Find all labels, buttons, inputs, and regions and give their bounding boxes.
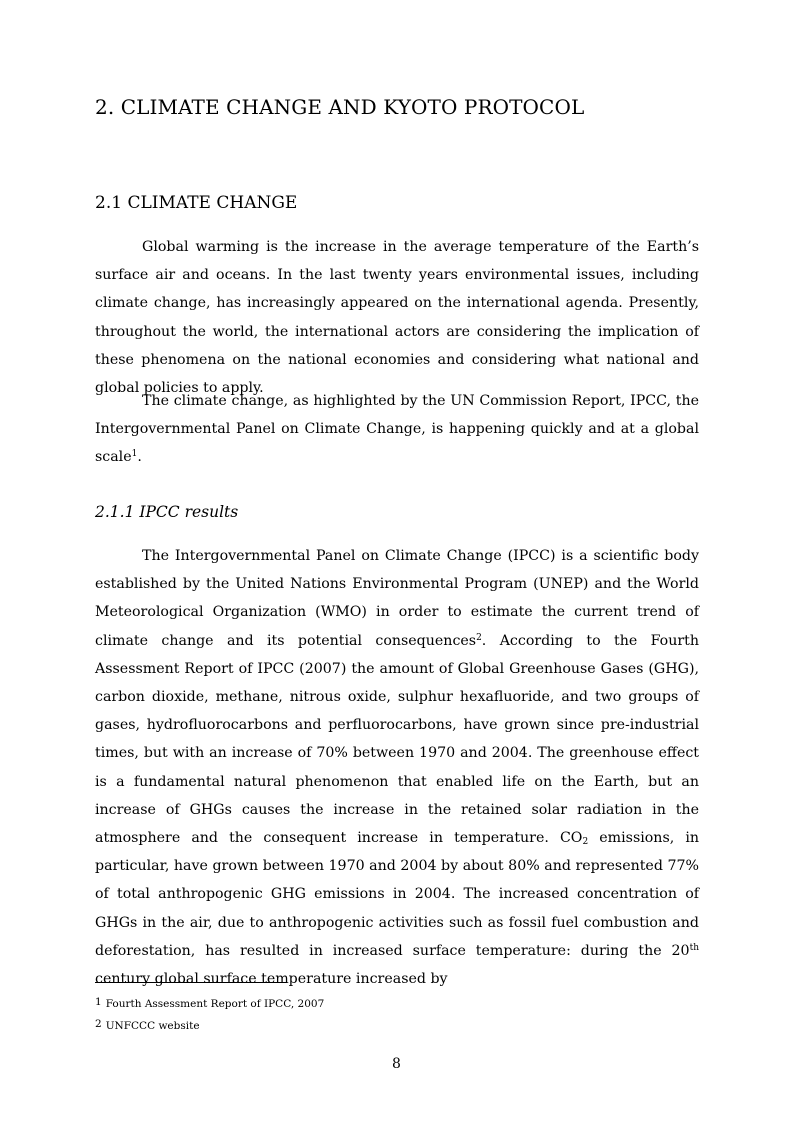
paragraph-text: The climate change, as highlighted by the UN Commission Report, IPCC, the Intergovernmental Panel on Climate Change, is happening quickly and at a global scale: [95, 393, 699, 466]
paragraph-text: century global surface temperature increased by: [95, 971, 448, 988]
paragraph-text: emissions, in particular, have grown between 1970 and 2004 by about 80% and represented 77% of total anthropogenic GHG emissions in 2004. The increased concentration of GHGs in the air, due to anthropogenic activities such as fossil fuel combustion and deforestation, has resulted in increased surface temperature: during the 20: [95, 830, 700, 959]
footnote-divider: [95, 982, 286, 983]
footnote-reference[interactable]: 1: [131, 449, 138, 460]
chapter-heading: 2. CLIMATE CHANGE AND KYOTO PROTOCOL: [95, 95, 585, 119]
paragraph-text: Global warming is the increase in the average temperature of the Earth’s surface air and oceans. In the last twenty years environmental issues, including climate change, has increasingly appeared on the international agenda. Presently, throughout the world, the international actors are considering the implication of these phenomena on the national economies and considering what national and global policies to apply.: [95, 239, 699, 397]
page-number: 8: [392, 1056, 401, 1072]
paragraph-text: .: [137, 449, 142, 466]
paragraph-climate-change: [95, 387, 699, 472]
footnote-1: [95, 992, 324, 1014]
footnote-number: 1: [95, 996, 102, 1008]
footnote-2: [95, 1014, 324, 1036]
section-heading: 2.1 CLIMATE CHANGE: [95, 193, 298, 213]
footnote-reference[interactable]: 2: [476, 632, 482, 643]
footnotes: [95, 992, 324, 1036]
footnote-text: Fourth Assessment Report of IPCC, 2007: [105, 998, 325, 1010]
footnote-text: UNFCCC website: [105, 1020, 200, 1032]
paragraph-global-warming: [95, 233, 699, 402]
subscript: 2: [582, 837, 589, 848]
footnote-number: 2: [95, 1018, 102, 1030]
paragraph-ipcc: [95, 542, 699, 993]
paragraph-text: . According to the Fourth Assessment Report of IPCC (2007) the amount of Global Greenhouse Gases (GHG), carbon dioxide, methane, nitrous oxide, sulphur hexafluoride, and two groups of gases, hydrofluorocarbons and perfluorocarbons, have grown since pre-industrial times, but with an increase of 70% between 1970 and 2004. The greenhouse effect is a fundamental natural phenomenon that enabled life on the Earth, but an increase of GHGs causes the increase in the retained solar radiation in the atmosphere and the consequent increase in temperature. CO: [95, 632, 699, 847]
superscript: th: [689, 942, 699, 953]
subsection-heading: 2.1.1 IPCC results: [95, 503, 239, 521]
paragraph-text: The Intergovernmental Panel on Climate Change (IPCC) is a scientific body established by the United Nations Environmental Program (UNEP) and the World Meteorological Organization (WMO) in order to estimate the current trend of climate change and its potential consequences: [95, 548, 699, 649]
